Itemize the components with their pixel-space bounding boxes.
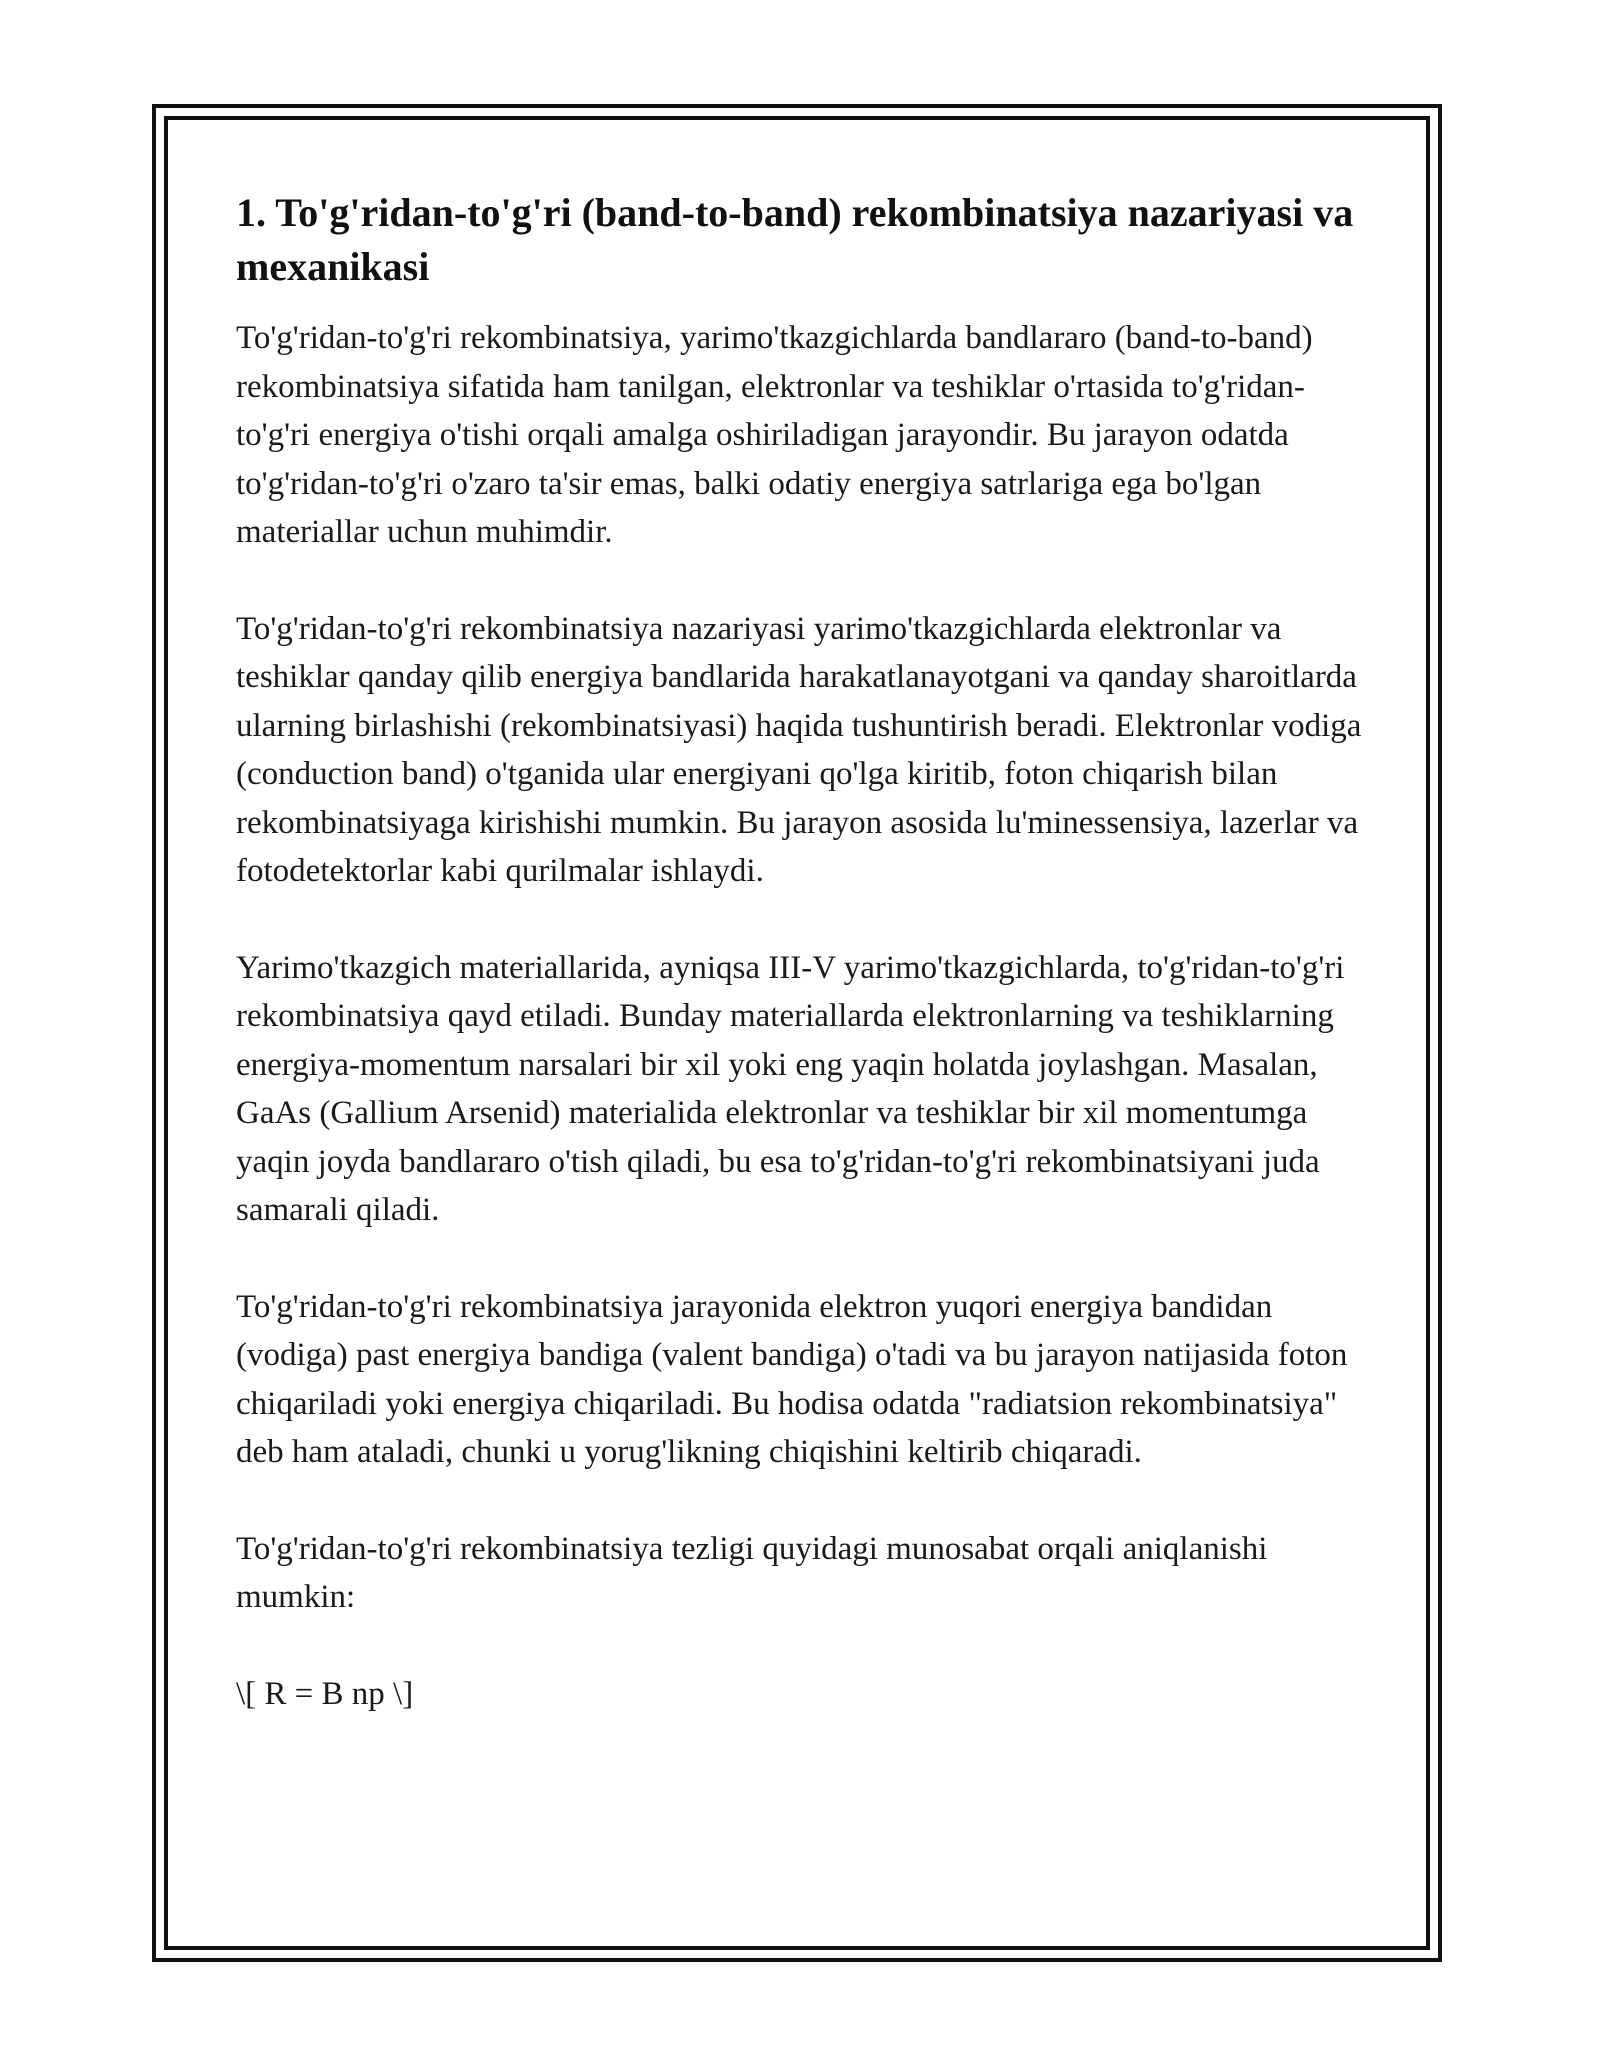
paragraph-intro: To'g'ridan-to'g'ri rekombinatsiya, yarimo'tkazgichlarda bandlararo (band-to-band) rekombinatsiya sifatida ham tanilgan, elektronlar va teshiklar o'rtasida to'g'ridan-to'g'ri energiya o'tishi orqali amalga oshiriladigan jarayondir. Bu jarayon odatda to'g'ridan-to'g'ri o'zaro ta'sir emas, balki odatiy energiya satrlariga ega bo'lgan materiallar uchun muhimdir. bbox=[236, 320, 1313, 550]
document-body bbox=[236, 186, 1366, 1718]
rate-formula: \[ R = B np \] bbox=[236, 1675, 414, 1712]
paragraph-rate: To'g'ridan-to'g'ri rekombinatsiya tezligi quyidagi munosabat orqali aniqlanishi mumkin: bbox=[236, 1530, 1268, 1615]
paragraph-theory: To'g'ridan-to'g'ri rekombinatsiya nazariyasi yarimo'tkazgichlarda elektronlar va teshiklar qanday qilib energiya bandlarida harakatlanayotgani va qanday sharoitlarda ularning birlashishi (rekombinatsiyasi) haqida tushuntirish beradi. Elektronlar vodiga (conduction band) o'tganida ular energiyani qo'lga kiritib, foton chiqarish bilan rekombinatsiyaga kirishishi mumkin. Bu jarayon asosida lu'minessensiya, lazerlar va fotodetektorlar kabi qurilmalar ishlaydi. bbox=[236, 610, 1362, 889]
paragraph-process: To'g'ridan-to'g'ri rekombinatsiya jarayonida elektron yuqori energiya bandidan (vodiga) past energiya bandiga (valent bandiga) o'tadi va bu jarayon natijasida foton chiqariladi yoki energiya chiqariladi. Bu hodisa odatda "radiatsion rekombinatsiya" deb ham ataladi, chunki u yorug'likning chiqishini keltirib chiqaradi. bbox=[236, 1288, 1348, 1470]
section-heading: 1. To'g'ridan-to'g'ri (band-to-band) rekombinatsiya nazariyasi va mexanikasi bbox=[236, 190, 1354, 289]
paragraph-materials: Yarimo'tkazgich materiallarida, ayniqsa III-V yarimo'tkazgichlarda, to'g'ridan-to'g'ri rekombinatsiya qayd etiladi. Bunday materiallarda elektronlarning va teshiklarning energiya-momentum narsalari bir xil yoki eng yaqin holatda joylashgan. Masalan, GaAs (Gallium Arsenid) materialida elektronlar va teshiklar bir xil momentumga yaqin joyda bandlararo o'tish qiladi, bu esa to'g'ridan-to'g'ri rekombinatsiyani juda samarali qiladi. bbox=[236, 949, 1345, 1228]
